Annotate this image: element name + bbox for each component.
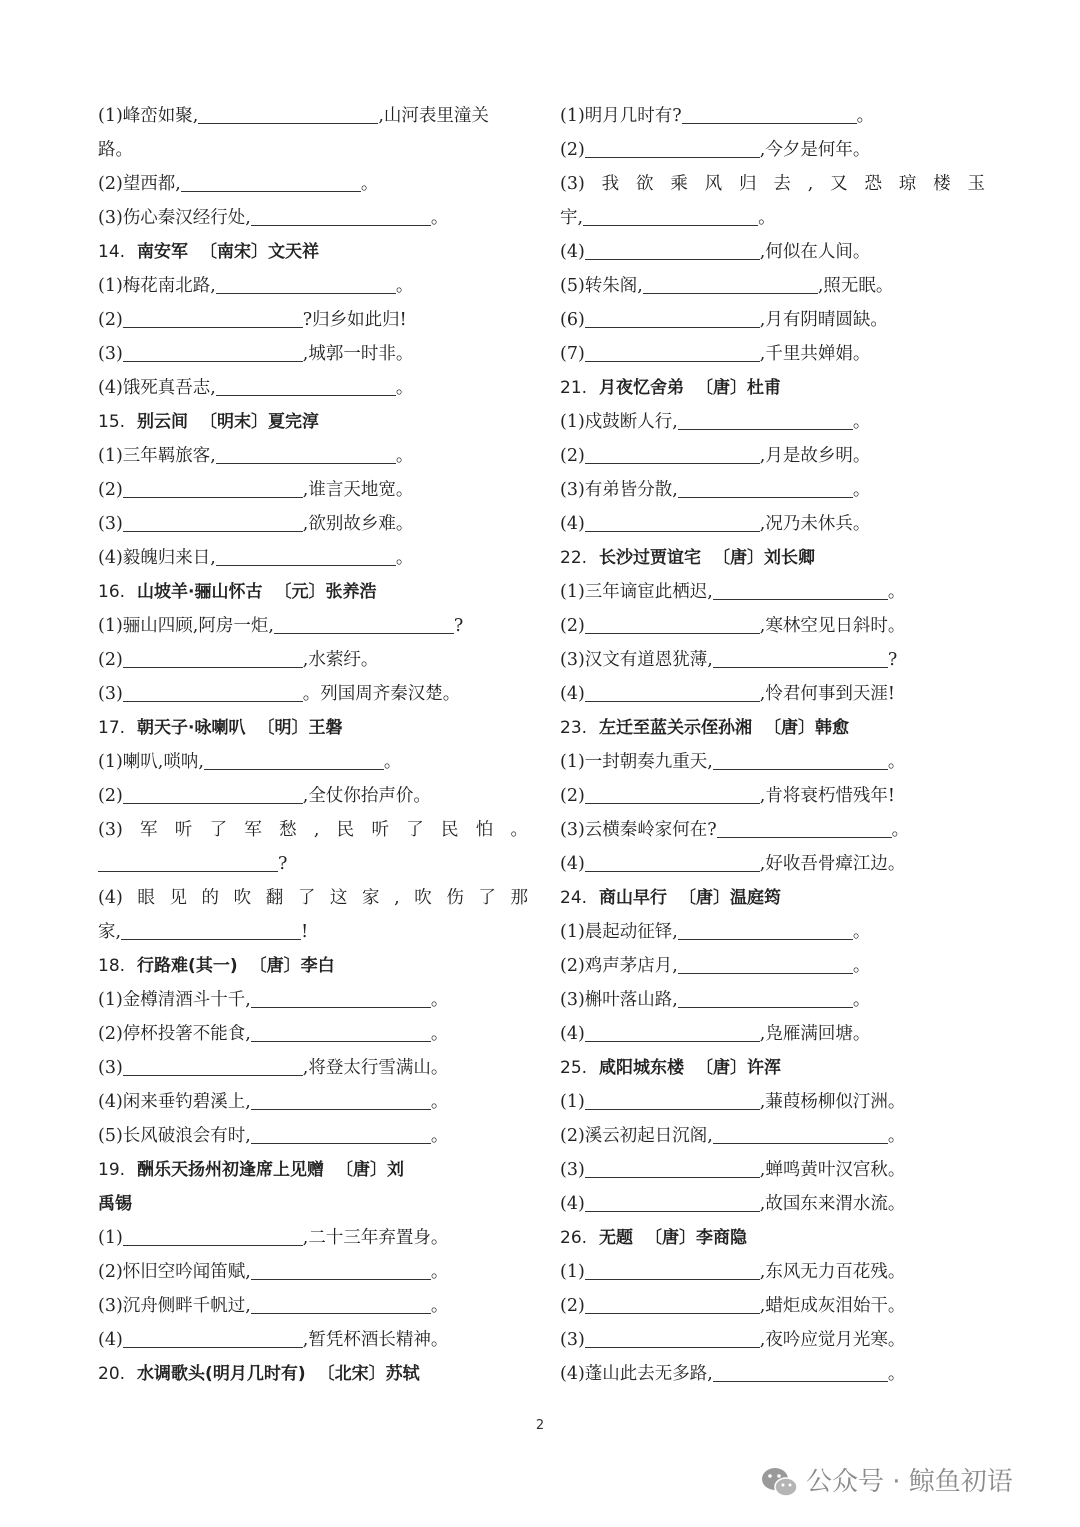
question-line xyxy=(560,609,985,643)
question-prefix: (1)金樽清酒斗十千, xyxy=(98,990,251,1010)
question-line xyxy=(98,473,528,507)
answer-blank[interactable] xyxy=(585,138,760,157)
question-prefix: (2) xyxy=(560,140,585,160)
answer-blank[interactable] xyxy=(98,852,278,871)
question-line xyxy=(98,201,528,235)
answer-blank[interactable] xyxy=(585,240,760,259)
question-line xyxy=(560,337,985,371)
question-suffix: ,全仗你抬声价。 xyxy=(302,786,431,806)
poem-number: 16. xyxy=(98,582,126,602)
question-line xyxy=(560,1357,985,1391)
question-prefix: (3)槲叶落山路, xyxy=(560,990,678,1010)
watermark-text: 公众号 · 鲸鱼初语 xyxy=(806,1467,1013,1497)
poem-author: 禹锡 xyxy=(98,1194,132,1214)
question-suffix: ,城郭一时非。 xyxy=(302,344,414,364)
question-suffix: ,暂凭杯酒长精神。 xyxy=(302,1330,449,1350)
poem-number: 23. xyxy=(560,718,588,738)
poem-heading xyxy=(560,1051,985,1085)
question-prefix: (2) xyxy=(98,786,123,806)
question-line xyxy=(98,371,528,405)
question-suffix: ,蝉鸣黄叶汉宫秋。 xyxy=(759,1160,906,1180)
question-suffix: 。 xyxy=(852,922,871,942)
question-prefix: (2)溪云初起日沉阁, xyxy=(560,1126,713,1146)
question-text: (4)眼见的吹翻了这家,吹伤了那 xyxy=(98,888,528,908)
question-prefix: (2)怀旧空吟闻笛赋, xyxy=(98,1262,251,1282)
answer-blank[interactable] xyxy=(121,920,301,939)
question-prefix: (1)喇叭,唢呐, xyxy=(98,752,204,772)
question-suffix: 。 xyxy=(887,752,906,772)
poem-heading xyxy=(98,1153,528,1187)
poem-title: 朝天子·咏喇叭 xyxy=(137,718,246,738)
answer-blank[interactable] xyxy=(585,308,760,327)
question-suffix: ,谁言天地宽。 xyxy=(302,480,414,500)
question-suffix: ,今夕是何年。 xyxy=(759,140,871,160)
answer-blank[interactable] xyxy=(682,104,857,123)
watermark xyxy=(760,1460,1060,1504)
question-prefix: (2)鸡声茅店月, xyxy=(560,956,678,976)
question-prefix: (2)停杯投箸不能食, xyxy=(98,1024,251,1044)
answer-blank[interactable] xyxy=(585,852,760,871)
poem-author: 〔南宋〕文天祥 xyxy=(200,242,320,262)
question-prefix: 家, xyxy=(98,922,122,942)
answer-blank[interactable] xyxy=(585,614,760,633)
question-suffix: 。 xyxy=(891,820,910,840)
answer-blank[interactable] xyxy=(713,750,888,769)
poem-heading xyxy=(560,881,985,915)
poem-heading xyxy=(98,575,528,609)
poem-title: 左迁至蓝关示侄孙湘 xyxy=(599,718,753,738)
question-suffix: 。 xyxy=(852,412,871,432)
question-prefix: (3) xyxy=(98,684,123,704)
question-suffix: ,月是故乡明。 xyxy=(759,446,871,466)
answer-blank[interactable] xyxy=(123,478,303,497)
question-prefix: (4) xyxy=(560,684,585,704)
question-line xyxy=(560,949,985,983)
poem-heading xyxy=(560,711,985,745)
question-line xyxy=(560,813,985,847)
question-suffix: 。 xyxy=(852,990,871,1010)
question-line xyxy=(560,439,985,473)
answer-blank[interactable] xyxy=(585,1192,760,1211)
answer-blank[interactable] xyxy=(585,682,760,701)
answer-blank[interactable] xyxy=(585,1022,760,1041)
poem-number: 26. xyxy=(560,1228,588,1248)
answer-blank[interactable] xyxy=(123,1226,303,1245)
question-line xyxy=(98,1221,528,1255)
question-line xyxy=(98,1085,528,1119)
question-prefix: 宇, xyxy=(560,208,584,228)
poem-heading xyxy=(560,1221,985,1255)
poem-author: 〔唐〕刘长卿 xyxy=(713,548,816,568)
question-line xyxy=(560,303,985,337)
answer-blank[interactable] xyxy=(123,784,303,803)
question-line xyxy=(98,133,528,167)
question-line xyxy=(98,677,528,711)
question-line xyxy=(560,507,985,541)
answer-blank[interactable] xyxy=(216,546,396,565)
question-line xyxy=(98,609,528,643)
question-suffix: 。 xyxy=(887,1126,906,1146)
answer-blank[interactable] xyxy=(216,444,396,463)
answer-blank[interactable] xyxy=(216,274,396,293)
answer-blank[interactable] xyxy=(585,1294,760,1313)
left-column xyxy=(98,99,528,1391)
answer-blank[interactable] xyxy=(678,920,853,939)
question-prefix: (2) xyxy=(98,650,123,670)
answer-blank[interactable] xyxy=(585,342,760,361)
question-line xyxy=(98,983,528,1017)
question-suffix: ,况乃未休兵。 xyxy=(759,514,871,534)
question-suffix: ,山河表里潼关 xyxy=(378,106,489,126)
question-suffix: ,故国东来渭水流。 xyxy=(759,1194,906,1214)
question-prefix: (2)望西都, xyxy=(98,174,181,194)
answer-blank[interactable] xyxy=(585,1158,760,1177)
question-suffix: ? xyxy=(278,854,288,874)
question-line xyxy=(98,507,528,541)
question-prefix: (3)汉文有道恩犹薄, xyxy=(560,650,713,670)
question-prefix: (5)转朱阁, xyxy=(560,276,643,296)
question-suffix: ,蜡炬成灰泪始干。 xyxy=(759,1296,906,1316)
question-suffix: 。 xyxy=(852,956,871,976)
question-prefix: (2) xyxy=(560,786,585,806)
answer-blank[interactable] xyxy=(678,478,853,497)
question-line xyxy=(98,779,528,813)
question-prefix: (1) xyxy=(560,1092,585,1112)
question-prefix: (2) xyxy=(560,616,585,636)
poem-author: 〔唐〕刘 xyxy=(336,1160,405,1180)
question-suffix: 。 xyxy=(430,990,449,1010)
question-prefix: (3)伤心秦汉经行处, xyxy=(98,208,251,228)
poem-author: 〔唐〕李商隐 xyxy=(645,1228,748,1248)
question-suffix: 。 xyxy=(430,1024,449,1044)
question-line xyxy=(560,1289,985,1323)
question-suffix: ,欲别故乡难。 xyxy=(302,514,414,534)
question-line xyxy=(560,915,985,949)
answer-blank[interactable] xyxy=(251,206,431,225)
question-prefix: (1) xyxy=(560,1262,585,1282)
question-suffix: ,好收吾骨瘴江边。 xyxy=(759,854,906,874)
answer-blank[interactable] xyxy=(585,1328,760,1347)
poem-number: 19. xyxy=(98,1160,126,1180)
question-prefix: (1)明月几时有? xyxy=(560,106,682,126)
question-prefix: (3) xyxy=(560,1160,585,1180)
answer-blank[interactable] xyxy=(678,410,853,429)
answer-blank[interactable] xyxy=(123,512,303,531)
question-prefix: (3)沉舟侧畔千帆过, xyxy=(98,1296,251,1316)
answer-blank[interactable] xyxy=(123,682,303,701)
answer-blank[interactable] xyxy=(678,954,853,973)
question-prefix: (2) xyxy=(560,446,585,466)
poem-author: 〔明〕王磐 xyxy=(257,718,343,738)
answer-blank[interactable] xyxy=(251,1294,431,1313)
question-line xyxy=(560,99,985,133)
poem-title: 水调歌头(明月几时有) xyxy=(137,1364,306,1384)
poem-author: 〔唐〕许浑 xyxy=(696,1058,782,1078)
question-line xyxy=(98,643,528,677)
poem-heading xyxy=(560,541,985,575)
poem-author: 〔唐〕温庭筠 xyxy=(679,888,782,908)
question-prefix: (3) xyxy=(98,1058,123,1078)
question-suffix: 。 xyxy=(360,174,379,194)
question-text: (3)我欲乘风归去,又恐琼楼玉 xyxy=(560,174,985,194)
question-line xyxy=(560,983,985,1017)
question-line xyxy=(98,1119,528,1153)
question-line xyxy=(560,269,985,303)
answer-blank[interactable] xyxy=(717,818,892,837)
question-suffix: ,怜君何事到天涯! xyxy=(759,684,895,704)
poem-title: 长沙过贾谊宅 xyxy=(599,548,702,568)
question-suffix: ,寒林空见日斜时。 xyxy=(759,616,906,636)
question-prefix: (4)毅魄归来日, xyxy=(98,548,216,568)
answer-blank[interactable] xyxy=(583,206,758,225)
answer-blank[interactable] xyxy=(585,784,760,803)
poem-heading xyxy=(560,371,985,405)
poem-heading xyxy=(98,1357,528,1391)
question-suffix: 。 xyxy=(856,106,875,126)
question-prefix: (4) xyxy=(98,1330,123,1350)
answer-blank[interactable] xyxy=(251,1090,431,1109)
question-prefix: (4) xyxy=(560,514,585,534)
answer-blank[interactable] xyxy=(123,1056,303,1075)
answer-blank[interactable] xyxy=(585,444,760,463)
question-prefix: (1)一封朝奏九重天, xyxy=(560,752,713,772)
question-suffix: 。 xyxy=(852,480,871,500)
question-line xyxy=(98,915,528,949)
question-suffix: 。 xyxy=(395,446,414,466)
poem-author: 〔北宋〕苏轼 xyxy=(317,1364,420,1384)
question-line xyxy=(560,473,985,507)
poem-heading xyxy=(98,711,528,745)
poem-number: 25. xyxy=(560,1058,588,1078)
question-line xyxy=(560,1017,985,1051)
poem-number: 24. xyxy=(560,888,588,908)
poem-title: 无题 xyxy=(599,1228,634,1248)
question-line xyxy=(98,745,528,779)
question-suffix: ,二十三年弃置身。 xyxy=(302,1228,449,1248)
poem-title: 商山早行 xyxy=(599,888,668,908)
question-suffix: ,凫雁满回塘。 xyxy=(759,1024,871,1044)
question-line xyxy=(560,1323,985,1357)
wechat-icon xyxy=(760,1466,800,1500)
question-prefix: (4) xyxy=(560,242,585,262)
poem-author: 〔唐〕李白 xyxy=(249,956,335,976)
question-prefix: (3) xyxy=(560,1330,585,1350)
question-prefix: (1) xyxy=(98,1228,123,1248)
answer-blank[interactable] xyxy=(713,1362,888,1381)
answer-blank[interactable] xyxy=(123,308,303,327)
question-line xyxy=(560,201,985,235)
answer-blank[interactable] xyxy=(713,648,888,667)
right-column xyxy=(560,99,985,1391)
question-line xyxy=(560,1255,985,1289)
question-line xyxy=(98,813,528,847)
question-suffix: ! xyxy=(301,922,309,942)
poem-heading xyxy=(98,949,528,983)
poem-author: 〔唐〕韩愈 xyxy=(764,718,850,738)
question-suffix: ,肯将衰朽惜残年! xyxy=(759,786,895,806)
question-line xyxy=(98,881,528,915)
question-line xyxy=(560,745,985,779)
question-line xyxy=(560,235,985,269)
poem-number: 18. xyxy=(98,956,126,976)
question-prefix: (4) xyxy=(560,1194,585,1214)
poem-title: 咸阳城东楼 xyxy=(599,1058,685,1078)
question-prefix: (3)有弟皆分散, xyxy=(560,480,678,500)
question-suffix: ,蒹葭杨柳似汀洲。 xyxy=(759,1092,906,1112)
poem-title: 山坡羊·骊山怀古 xyxy=(137,582,263,602)
poem-number: 21. xyxy=(560,378,588,398)
question-suffix: ?归乡如此归! xyxy=(302,310,407,330)
poem-author: 〔唐〕杜甫 xyxy=(696,378,782,398)
answer-blank[interactable] xyxy=(251,1022,431,1041)
question-line xyxy=(98,337,528,371)
poem-author: 〔元〕张养浩 xyxy=(274,582,377,602)
question-prefix: (4)闲来垂钓碧溪上, xyxy=(98,1092,251,1112)
page-number: 2 xyxy=(535,1418,545,1433)
question-suffix: ? xyxy=(453,616,464,636)
question-prefix: (1)晨起动征铎, xyxy=(560,922,678,942)
question-line xyxy=(98,1323,528,1357)
question-prefix: (4) xyxy=(560,854,585,874)
question-suffix: ,何似在人间。 xyxy=(759,242,871,262)
poem-title: 行路难(其一) xyxy=(137,956,238,976)
question-line xyxy=(98,439,528,473)
answer-blank[interactable] xyxy=(204,750,384,769)
answer-blank[interactable] xyxy=(123,342,303,361)
question-line xyxy=(560,847,985,881)
answer-blank[interactable] xyxy=(251,1124,431,1143)
question-line xyxy=(98,1051,528,1085)
poem-heading-continued xyxy=(98,1187,528,1221)
poem-title: 酬乐天扬州初逢席上见赠 xyxy=(137,1160,325,1180)
question-text: 路。 xyxy=(98,140,133,160)
question-line xyxy=(98,99,528,133)
answer-blank[interactable] xyxy=(181,172,361,191)
question-prefix: (1)骊山四顾,阿房一炬, xyxy=(98,616,274,636)
question-suffix: 。 xyxy=(887,1364,906,1384)
poem-heading xyxy=(98,405,528,439)
poem-title: 别云间 xyxy=(137,412,189,432)
question-suffix: 。 xyxy=(430,208,449,228)
question-line xyxy=(560,643,985,677)
question-suffix: 。 xyxy=(758,208,776,228)
question-prefix: (3)云横秦岭家何在? xyxy=(560,820,717,840)
question-prefix: (1)戍鼓断人行, xyxy=(560,412,678,432)
poem-heading xyxy=(98,235,528,269)
question-prefix: (1)三年羁旅客, xyxy=(98,446,216,466)
question-line xyxy=(560,575,985,609)
question-suffix: ,月有阴晴圆缺。 xyxy=(759,310,888,330)
question-line xyxy=(560,779,985,813)
question-prefix: (5)长风破浪会有时, xyxy=(98,1126,251,1146)
answer-blank[interactable] xyxy=(678,988,853,1007)
question-prefix: (2) xyxy=(98,480,123,500)
question-suffix: 。 xyxy=(430,1126,449,1146)
question-suffix: ,照无眠。 xyxy=(817,276,894,296)
question-prefix: (6) xyxy=(560,310,585,330)
question-prefix: (4) xyxy=(560,1024,585,1044)
question-line xyxy=(560,167,985,201)
question-line xyxy=(560,1153,985,1187)
question-suffix: ,将登太行雪满山。 xyxy=(302,1058,449,1078)
poem-title: 月夜忆舍弟 xyxy=(599,378,685,398)
question-line xyxy=(560,133,985,167)
question-suffix: 。 xyxy=(430,1296,449,1316)
poem-number: 17. xyxy=(98,718,126,738)
question-line xyxy=(560,405,985,439)
answer-blank[interactable] xyxy=(585,512,760,531)
answer-blank[interactable] xyxy=(251,988,431,1007)
question-text: (3)军听了军愁,民听了民怕。 xyxy=(98,820,528,840)
question-suffix: 。 xyxy=(430,1092,449,1112)
question-line xyxy=(98,541,528,575)
question-prefix: (2) xyxy=(98,310,123,330)
answer-blank[interactable] xyxy=(274,614,454,633)
question-prefix: (1)峰峦如聚, xyxy=(98,106,199,126)
answer-blank[interactable] xyxy=(713,580,888,599)
question-line xyxy=(98,1255,528,1289)
answer-blank[interactable] xyxy=(198,104,378,123)
answer-blank[interactable] xyxy=(585,1260,760,1279)
question-prefix: (2) xyxy=(560,1296,585,1316)
question-suffix: 。 xyxy=(887,582,906,602)
question-prefix: (1)梅花南北路, xyxy=(98,276,216,296)
question-suffix: 。 xyxy=(383,752,402,772)
question-line xyxy=(98,1289,528,1323)
question-prefix: (4)饿死真吾志, xyxy=(98,378,216,398)
answer-blank[interactable] xyxy=(643,274,818,293)
question-prefix: (1)三年谪宦此栖迟, xyxy=(560,582,713,602)
answer-blank[interactable] xyxy=(123,648,303,667)
question-suffix: 。 xyxy=(430,1262,449,1282)
question-suffix: ,水萦纡。 xyxy=(302,650,379,670)
answer-blank[interactable] xyxy=(713,1124,888,1143)
poem-author: 〔明末〕夏完淳 xyxy=(200,412,320,432)
question-line xyxy=(98,269,528,303)
poem-number: 22. xyxy=(560,548,588,568)
question-suffix: 。列国周齐秦汉楚。 xyxy=(302,684,461,704)
poem-number: 20. xyxy=(98,1364,126,1384)
answer-blank[interactable] xyxy=(216,376,396,395)
poem-number: 14. xyxy=(98,242,126,262)
question-suffix: ,夜吟应觉月光寒。 xyxy=(759,1330,906,1350)
question-line xyxy=(98,303,528,337)
poem-number: 15. xyxy=(98,412,126,432)
answer-blank[interactable] xyxy=(585,1090,760,1109)
question-line xyxy=(560,677,985,711)
question-prefix: (3) xyxy=(98,344,123,364)
question-suffix: 。 xyxy=(395,378,414,398)
question-suffix: 。 xyxy=(395,276,414,296)
question-line xyxy=(560,1187,985,1221)
question-prefix: (7) xyxy=(560,344,585,364)
question-suffix: ,东风无力百花残。 xyxy=(759,1262,906,1282)
question-suffix: ? xyxy=(887,650,898,670)
question-suffix: ,千里共婵娟。 xyxy=(759,344,871,364)
question-prefix: (3) xyxy=(98,514,123,534)
question-line xyxy=(98,847,528,881)
question-line xyxy=(560,1085,985,1119)
question-suffix: 。 xyxy=(395,548,414,568)
question-line xyxy=(98,1017,528,1051)
answer-blank[interactable] xyxy=(251,1260,431,1279)
question-prefix: (4)蓬山此去无多路, xyxy=(560,1364,713,1384)
question-line xyxy=(98,167,528,201)
poem-title: 南安军 xyxy=(137,242,189,262)
answer-blank[interactable] xyxy=(123,1328,303,1347)
question-line xyxy=(560,1119,985,1153)
